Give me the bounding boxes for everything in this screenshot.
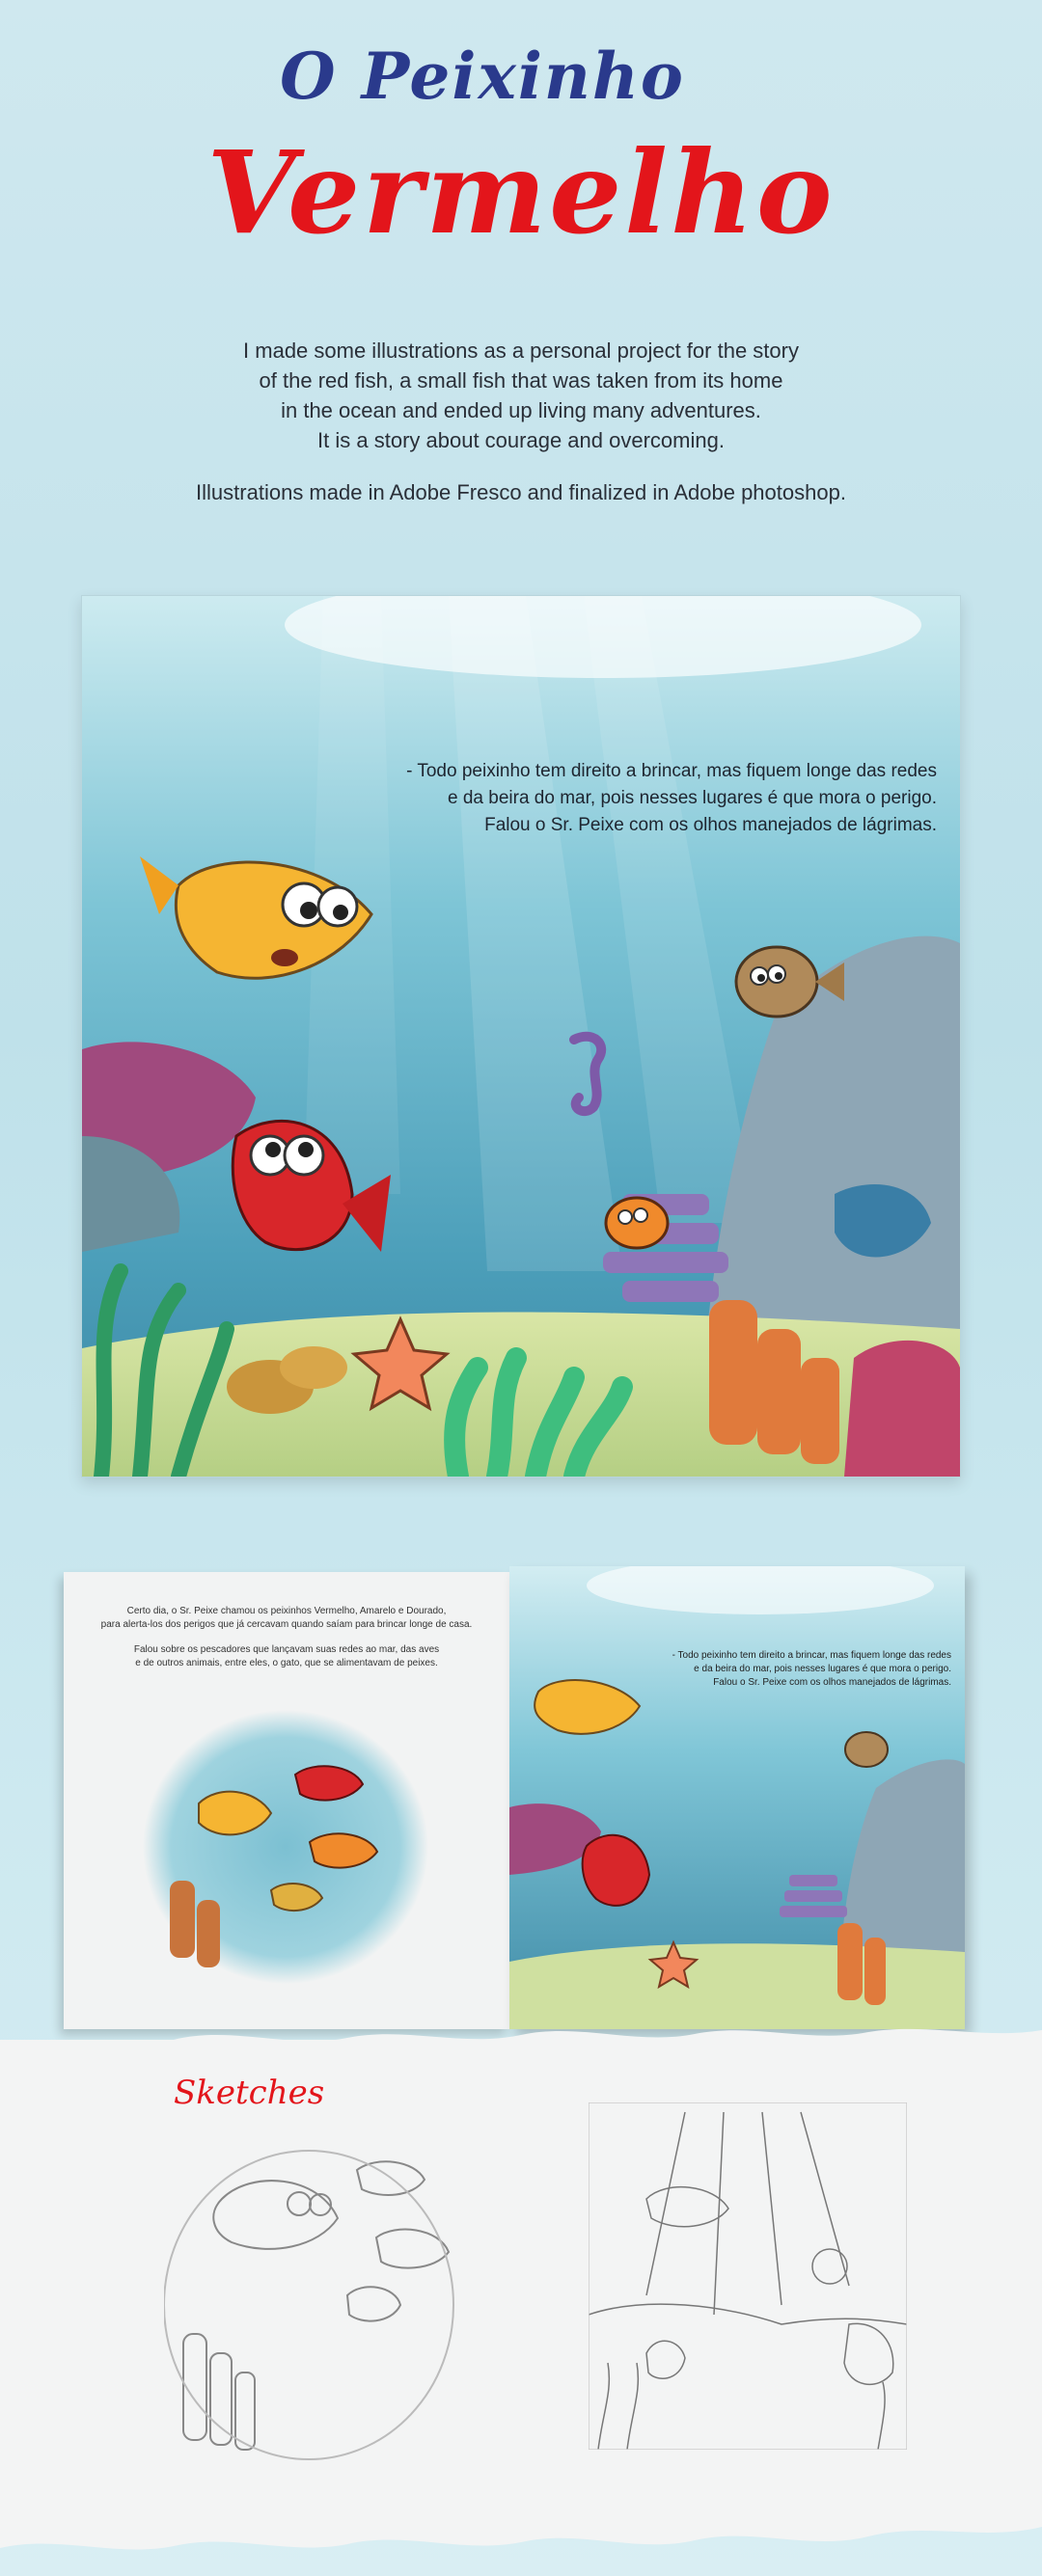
- left-page-vignette: [141, 1707, 430, 1987]
- right-quote-line: e da beira do mar, pois nesses lugares é que mora o perigo.: [694, 1664, 951, 1674]
- intro-line: of the red fish, a small fish that was taken from its home: [259, 368, 783, 393]
- right-quote-line: Falou o Sr. Peixe com os olhos manejados de lágrimas.: [713, 1677, 951, 1688]
- underwater-scene: [82, 596, 960, 1477]
- sketch-characters: [164, 2141, 482, 2469]
- left-page-paragraph-2: [93, 1643, 480, 1670]
- title-line-1: O Peixinho: [280, 39, 685, 114]
- sketch-scene: [589, 2102, 907, 2450]
- sketches-title: Sketches: [174, 2074, 325, 2112]
- quote-line: Falou o Sr. Peixe com os olhos manejados de lágrimas.: [484, 815, 937, 835]
- quote-line: e da beira do mar, pois nesses lugares é que mora o perigo.: [448, 788, 937, 808]
- torn-paper-bottom-edge: [0, 2498, 1042, 2576]
- left-line: Falou sobre os pescadores que lançavam suas redes ao mar, das aves: [133, 1644, 440, 1655]
- left-page-paragraph-1: [93, 1605, 480, 1632]
- title-line-2: Vermelho: [206, 125, 836, 259]
- right-puffer-fish: [845, 1732, 888, 1767]
- left-line: para alerta-los dos perigos que já cercavam quando saíam para brincar longe de casa.: [100, 1619, 473, 1630]
- intro-paragraph: [87, 336, 955, 455]
- quote-line: - Todo peixinho tem direito a brincar, mas fiquem longe das redes: [406, 761, 937, 781]
- book-mockup: [64, 1566, 965, 2035]
- orange-fish: [606, 1198, 668, 1248]
- book-left-page: [64, 1572, 509, 2029]
- main-illustration: [81, 595, 961, 1478]
- right-quote-line: - Todo peixinho tem direito a brincar, mas fiquem longe das redes: [672, 1650, 951, 1661]
- right-page-quote: [633, 1649, 951, 1690]
- illustration-quote: [319, 758, 937, 839]
- intro-line: It is a story about courage and overcoming.: [317, 428, 725, 452]
- intro-line: in the ocean and ended up living many adventures.: [281, 398, 761, 422]
- intro-line: I made some illustrations as a personal project for the story: [243, 339, 799, 363]
- left-line: Certo dia, o Sr. Peixe chamou os peixinhos Vermelho, Amarelo e Dourado,: [126, 1606, 447, 1616]
- left-line: e de outros animais, entre eles, o gato, que se alimentavam de peixes.: [135, 1658, 438, 1668]
- tools-note: Illustrations made in Adobe Fresco and finalized in Adobe photoshop.: [196, 480, 846, 504]
- right-page-illustration: [509, 1566, 965, 2029]
- book-right-page: [509, 1566, 965, 2029]
